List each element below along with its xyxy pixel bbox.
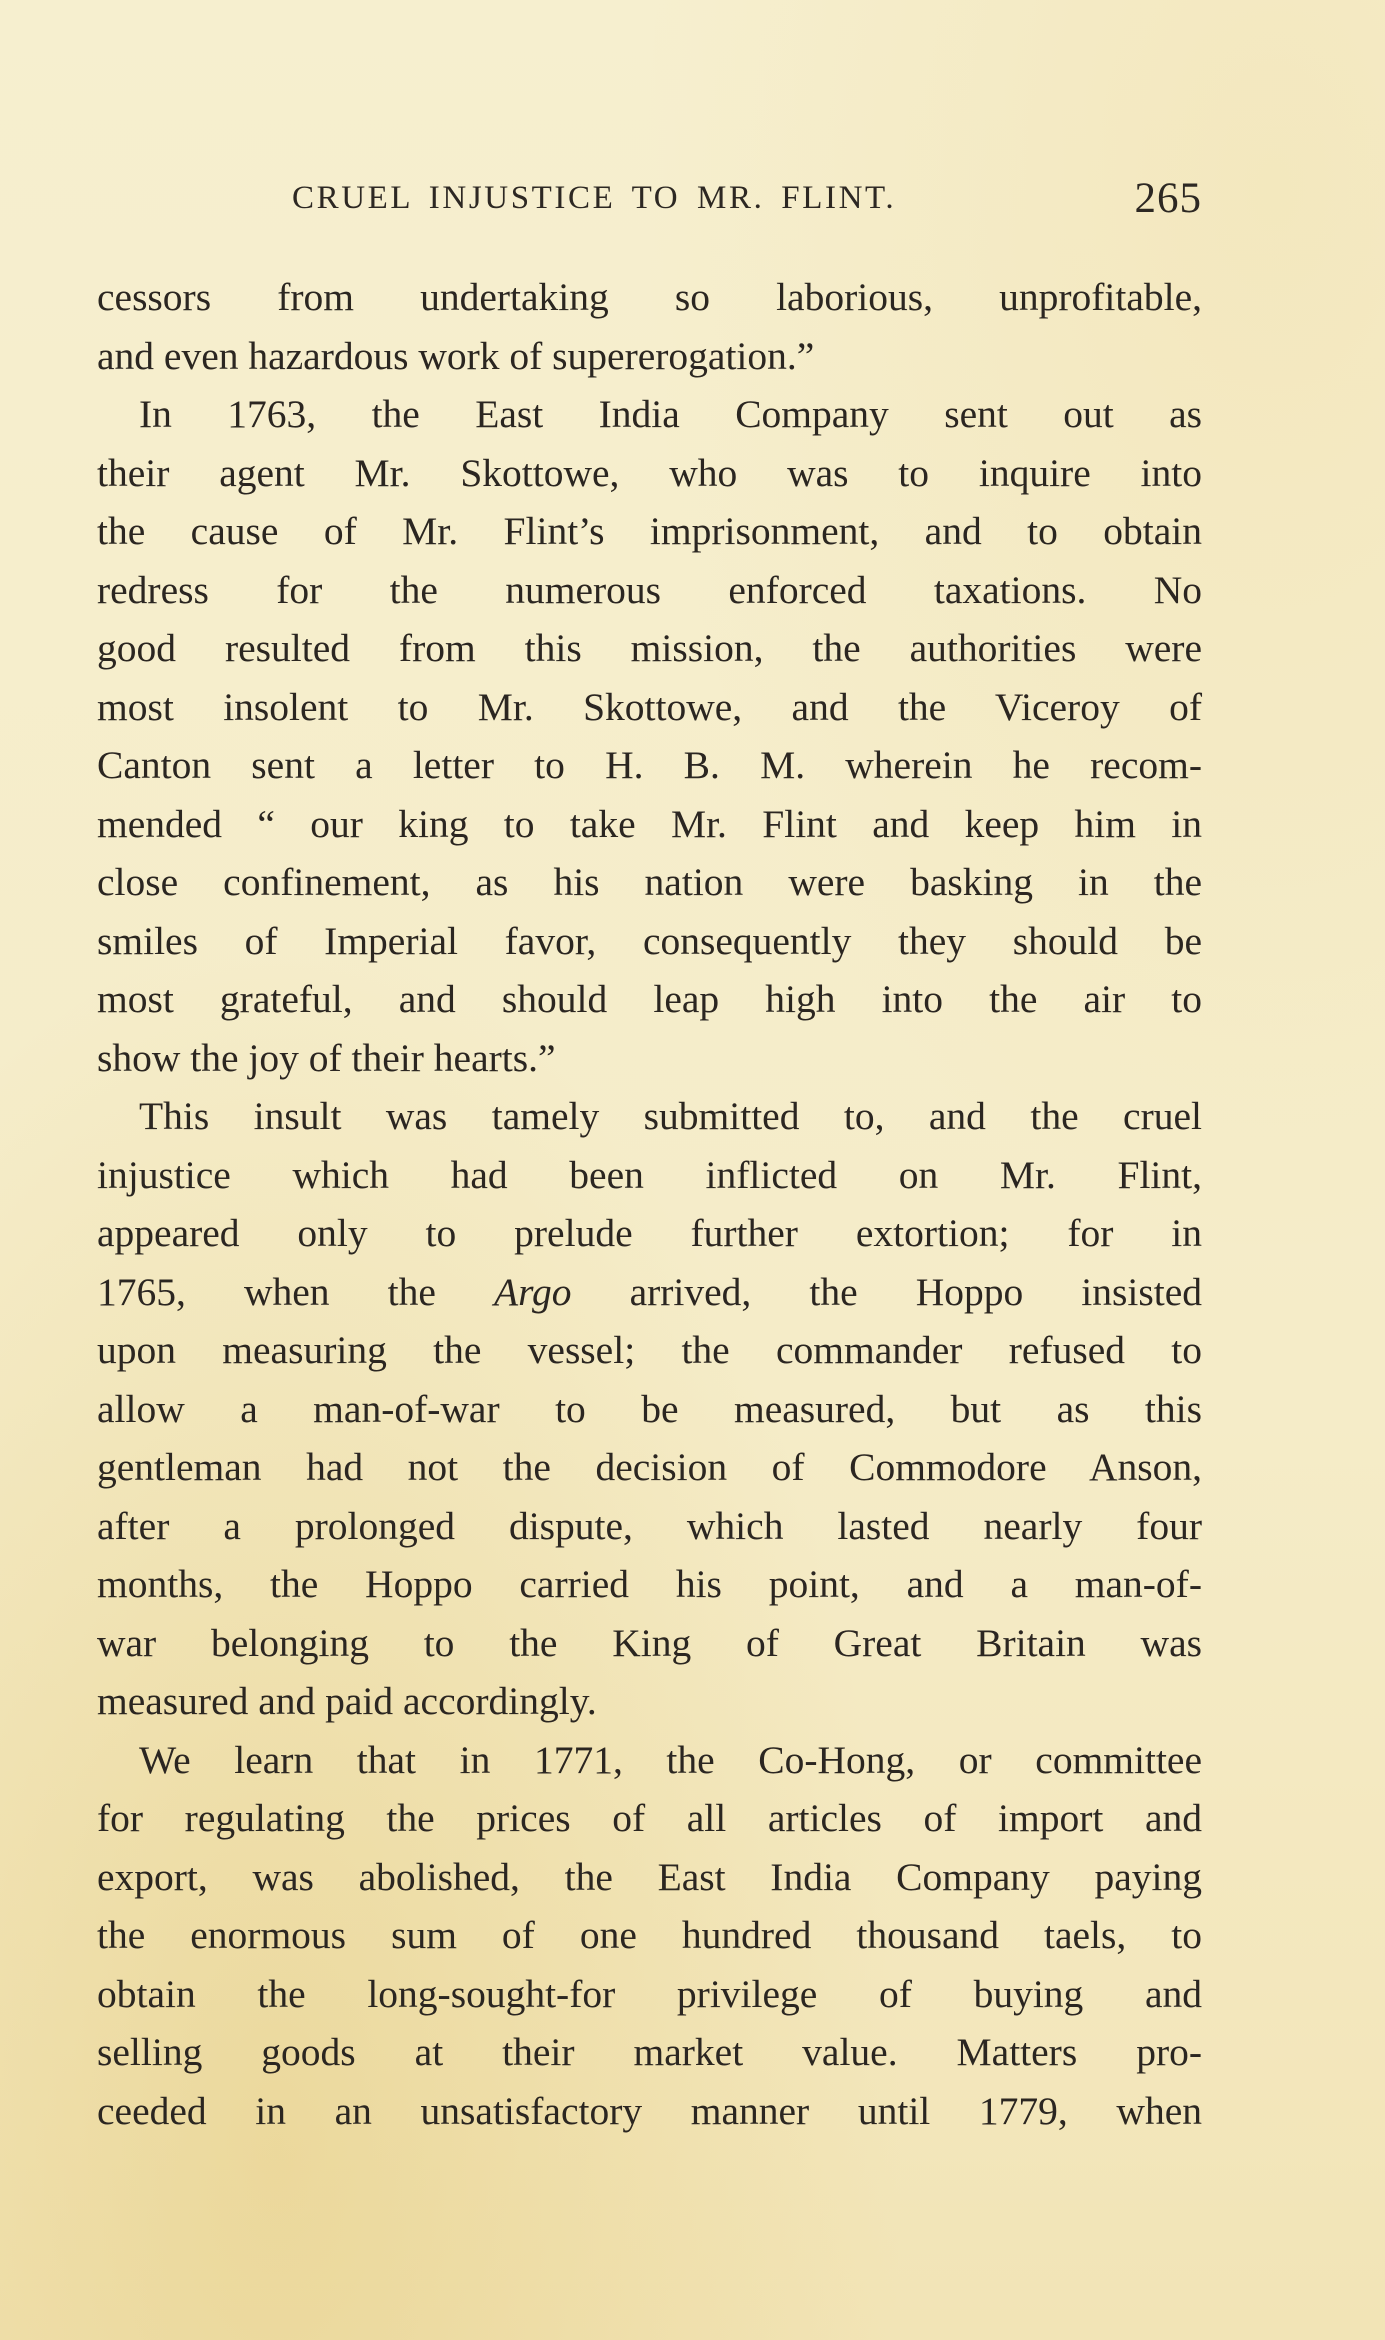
text-line: We learn that in 1771, the Co-Hong, or committee bbox=[139, 1737, 1202, 1782]
text-line: good resulted from this mission, the authorities were bbox=[97, 626, 1202, 670]
text-line: Canton sent a letter to H. B. M. wherein he recom- bbox=[97, 743, 1202, 787]
text-line: allow a man-of-war to be measured, but as this bbox=[97, 1386, 1202, 1431]
text-line: the enormous sum of one hundred thousand taels, to bbox=[97, 1913, 1202, 1957]
paragraph bbox=[97, 1087, 1202, 1731]
text-line: show the joy of their hearts.” bbox=[97, 1035, 556, 1080]
text-line: most insolent to Mr. Skottowe, and the Viceroy of bbox=[97, 684, 1202, 729]
text-line: months, the Hoppo carried his point, and a man-of- bbox=[97, 1562, 1202, 1606]
text-line: after a prolonged dispute, which lasted nearly four bbox=[97, 1503, 1202, 1548]
text-line: mended “ our king to take Mr. Flint and keep him in bbox=[97, 801, 1202, 846]
text-line: upon measuring the vessel; the commander refused to bbox=[97, 1328, 1202, 1372]
text-line: appeared only to prelude further extortion; for in bbox=[97, 1211, 1202, 1255]
text-line: most grateful, and should leap high into the air to bbox=[97, 977, 1202, 1021]
text-line: In 1763, the East India Company sent out as bbox=[139, 392, 1202, 436]
text-line: close confinement, as his nation were basking in the bbox=[97, 860, 1202, 904]
text-line: the cause of Mr. Flint’s imprisonment, and to obtain bbox=[97, 509, 1202, 553]
text-line: measured and paid accordingly. bbox=[97, 1679, 597, 1723]
body-text bbox=[97, 268, 1202, 2140]
text-line: obtain the long-sought-for privilege of buying and bbox=[97, 1971, 1202, 2016]
text-line: injustice which had been inflicted on Mr. Flint, bbox=[97, 1152, 1202, 1197]
text-line: gentleman had not the decision of Commodore Anson, bbox=[97, 1445, 1202, 1489]
text-line: their agent Mr. Skottowe, who was to inquire into bbox=[97, 450, 1202, 495]
paragraph bbox=[97, 385, 1202, 1087]
paragraph bbox=[97, 1731, 1202, 2141]
text-line: ceeded in an unsatisfactory manner until 1779, when bbox=[97, 2088, 1202, 2133]
text-line-with-ship-name bbox=[97, 1263, 1202, 1322]
text-line: smiles of Imperial favor, consequently they should be bbox=[97, 918, 1202, 963]
page-number: 265 bbox=[1134, 175, 1202, 222]
paragraph bbox=[97, 268, 1202, 385]
text-line: This insult was tamely submitted to, and the cruel bbox=[139, 1094, 1202, 1138]
text-line: and even hazardous work of supererogation.” bbox=[97, 333, 815, 378]
text-line: for regulating the prices of all articles of import and bbox=[97, 1796, 1202, 1840]
running-head bbox=[97, 176, 1202, 226]
text-segment: arrived, the Hoppo insisted bbox=[571, 1269, 1202, 1314]
text-line: redress for the numerous enforced taxations. No bbox=[97, 567, 1202, 612]
text-line: war belonging to the King of Great Britain was bbox=[97, 1620, 1202, 1665]
running-title: CRUEL INJUSTICE TO MR. FLINT. bbox=[292, 180, 897, 216]
text-segment: 1765, when the bbox=[97, 1269, 494, 1314]
ship-name: Argo bbox=[493, 1269, 572, 1314]
text-line: export, was abolished, the East India Company paying bbox=[97, 1854, 1202, 1899]
text-line: cessors from undertaking so laborious, unprofitable, bbox=[97, 275, 1202, 319]
text-line: selling goods at their market value. Matters pro- bbox=[97, 2030, 1202, 2074]
